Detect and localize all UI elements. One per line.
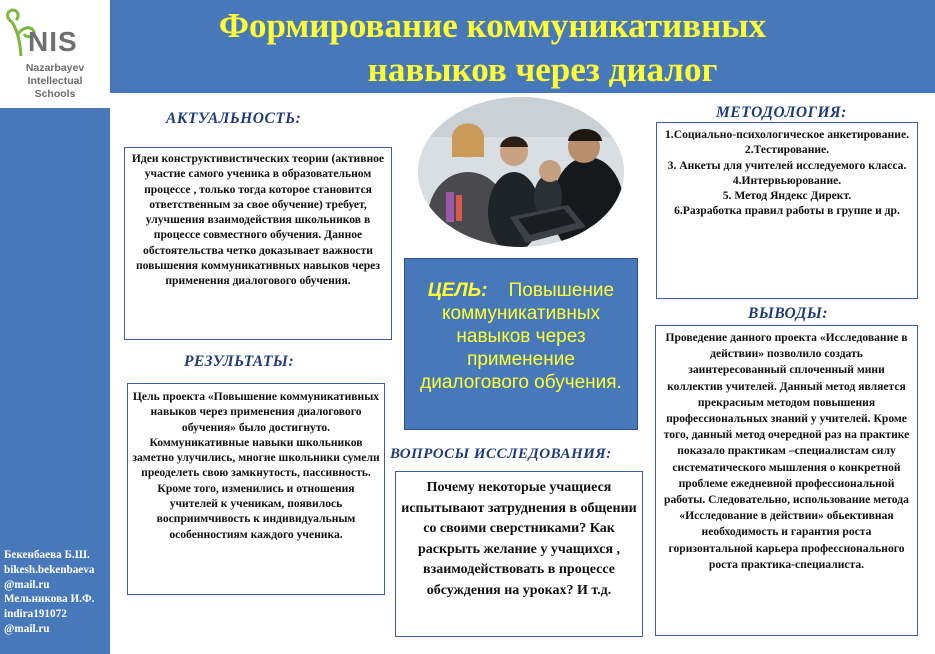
- conclusions-box: [655, 325, 918, 636]
- authors-block: [4, 548, 110, 637]
- title-line-1: Формирование коммуникативных: [218, 6, 767, 45]
- methodology-box: [656, 122, 918, 299]
- methodology-item: 4.Интервьюрование.: [732, 173, 842, 187]
- author-line: Мельникова И.Ф.: [4, 593, 95, 606]
- author-email-line: @mail.ru: [4, 578, 50, 591]
- logo-line1: Nazarbayev: [25, 62, 85, 74]
- conclusions-text: Проведение данного проекта «Исследование в действии» позволило создать заинтересованный сплоченный мини коллектив учителей. Данный метод является прекрасным методом повышения профессиональных знаний у учителей. Кроме того, данный метод очередной раз на практике показало практикам –специалистам силу систематического мышления о конкретной проблеме ежедневной профессиональной работы. Следовательно, использование метода «Исследование в действии» обьективная необходимость и гарантия роста горизонтальной карьера профессионального роста практика-специалиста.: [663, 331, 910, 571]
- author-line: Бекенбаева Б.Ш.: [4, 549, 90, 561]
- students-group-illustration: [418, 97, 624, 247]
- questions-box: [395, 471, 643, 637]
- methodology-item: 2.Тестирование.: [744, 143, 830, 157]
- results-heading: РЕЗУЛЬТАТЫ:: [184, 353, 295, 370]
- author-email-line: @mail.ru: [4, 622, 50, 635]
- goal-box: [404, 258, 638, 430]
- goal-text: Повышение коммуникативных навыков через применение диалогового обучения.: [420, 280, 622, 393]
- author-email-line: indira191072: [4, 608, 67, 621]
- results-box: [127, 383, 385, 595]
- logo-line2: Intellectual: [27, 75, 83, 87]
- logo-line3: Schools: [34, 88, 76, 100]
- relevance-heading: АКТУАЛЬНОСТЬ:: [166, 110, 302, 127]
- conclusions-heading: ВЫВОДЫ:: [748, 305, 829, 322]
- students-photo: [418, 97, 624, 247]
- methodology-heading: МЕТОДОЛОГИЯ:: [716, 104, 847, 121]
- questions-text: Почему некоторые учащиеся испытывают затруднения в общении со своими сверстниками? Как раскрыть желание у учащихся , взаимодействовать в процессе обсуждения на уроках? И т.д.: [401, 480, 637, 598]
- relevance-text: Идеи конструктивистических теории (активное участие самого ученика в образовательном процессе , только тогда которое становится ответственным за свое обучение) требует, улучшения взаимодействия школьников в процессе совместного обучения. Данное обстоятельства четко доказывает важности повышения коммуникативных навыков через применения диалогового обучения.: [131, 152, 385, 288]
- methodology-item: 6.Разработка правил работы в группе и др.: [674, 204, 900, 218]
- logo-name: NIS: [28, 26, 78, 57]
- methodology-item: 1.Социально-психологическое анкетирование.: [665, 128, 909, 141]
- title-banner: [110, 0, 935, 93]
- methodology-item: 3. Анкеты для учителей исследуемого класса.: [667, 158, 907, 172]
- goal-label: ЦЕЛЬ:: [427, 280, 488, 301]
- results-text: Цель проекта «Повышение коммуникативных навыков через применения диалогового обучения» было достигнуто. Коммуникативные навыки школьников заметно улучились, многие школьники сумели преоделеть свою замкнутость, пассивность. Кроме того, изменились и отношения учителей к ученикам, появилось восприимчивость к индивидуальным особенностиям каждого ученика.: [132, 390, 380, 541]
- relevance-box: [124, 147, 392, 340]
- author-email-line: bikesh.bekenbaeva: [4, 563, 95, 576]
- methodology-item: 5. Метод Яндекс Директ.: [722, 189, 852, 203]
- questions-heading: ВОПРОСЫ ИССЛЕДОВАНИЯ:: [390, 446, 612, 462]
- title-line-2: навыков через диалог: [367, 50, 718, 89]
